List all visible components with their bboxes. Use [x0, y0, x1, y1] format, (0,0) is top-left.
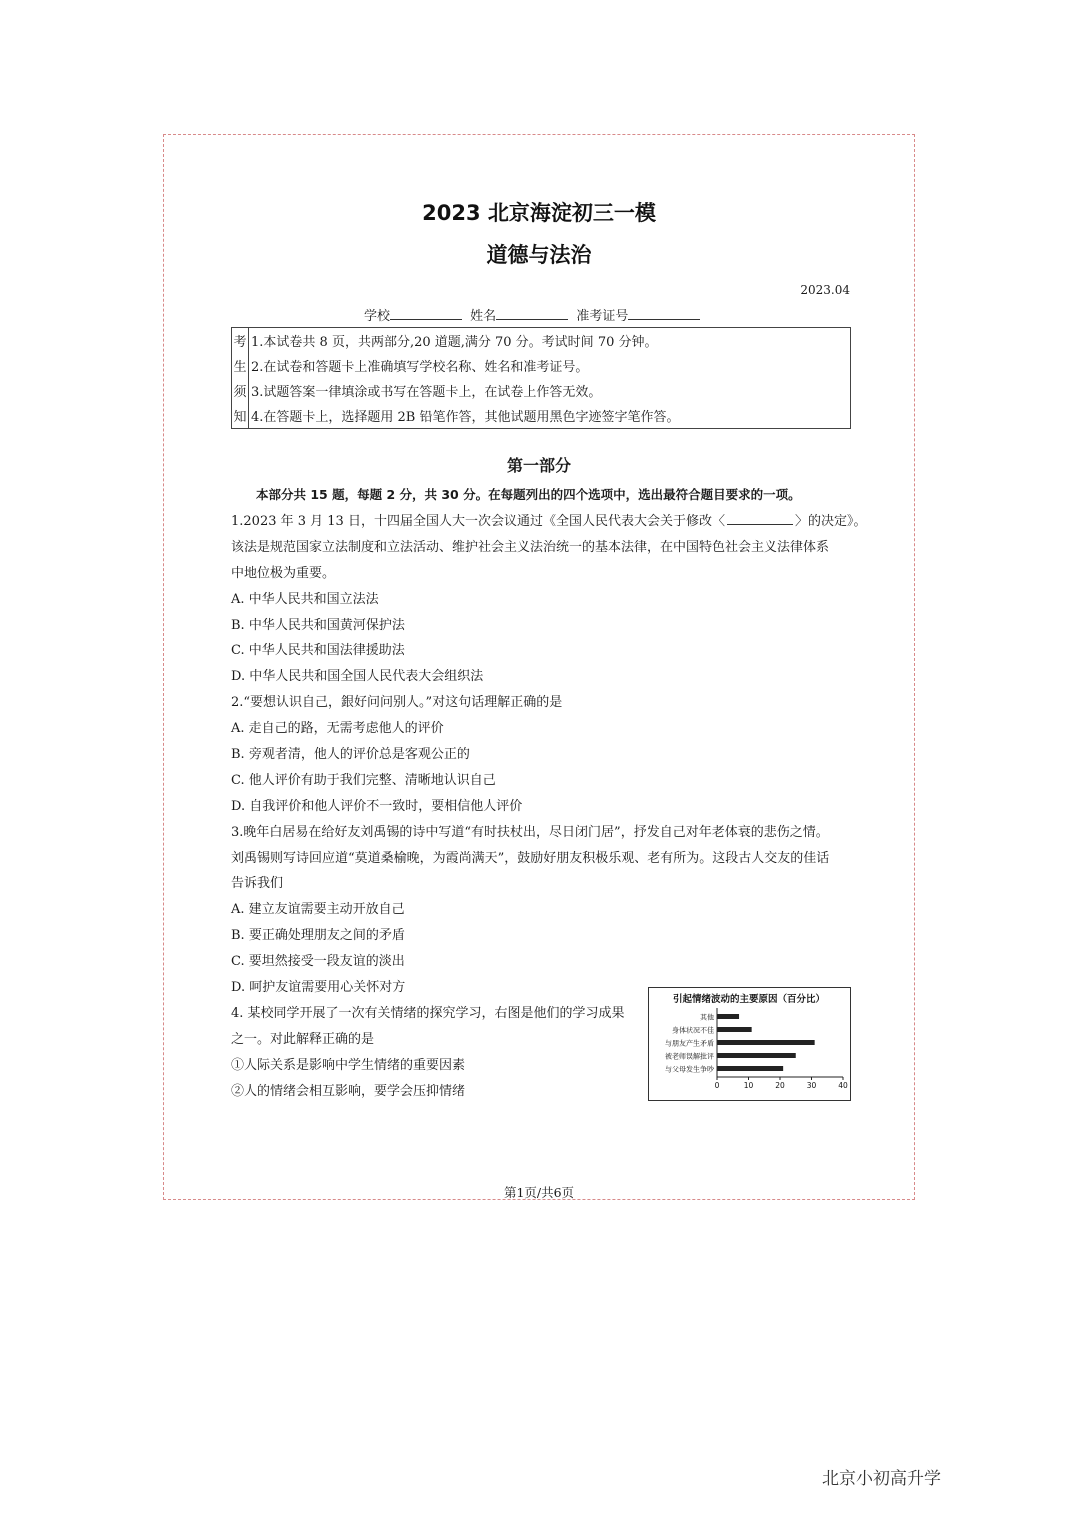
x-tick-label: 20	[775, 1081, 785, 1090]
q2-option-d[interactable]: D. 自我评价和他人评价不一致时，要相信他人评价	[231, 798, 523, 814]
bar	[717, 1027, 752, 1032]
school-label: 学校	[364, 309, 391, 324]
exam-title: 2023 北京海淀初三一模	[422, 201, 656, 225]
q4-statement-1[interactable]: ①人际关系是影响中学生情绪的重要因素	[231, 1057, 466, 1073]
q3-option-a[interactable]: A. 建立友谊需要主动开放自己	[231, 902, 405, 918]
x-tick-label: 30	[806, 1081, 817, 1090]
name-blank[interactable]	[496, 307, 568, 320]
q1-blank[interactable]	[727, 512, 793, 525]
q2-option-c[interactable]: C. 他人评价有助于我们完整、清晰地认识自己	[231, 772, 496, 788]
question-4-stem: 4. 某校同学开展了一次有关情绪的探究学习，右图是他们的学习成果	[231, 1005, 625, 1021]
q1-option-a[interactable]: A. 中华人民共和国立法法	[231, 591, 379, 607]
question-1-stem	[231, 509, 867, 535]
x-tick-label: 0	[714, 1081, 720, 1090]
section-intro: 本部分共 15 题，每题 2 分，共 30 分。在每题列出的四个选项中，选出最符合题目要求的一项。	[256, 487, 801, 502]
category-label: 身体状况不佳	[672, 1026, 714, 1035]
exam-subject: 道德与法治	[486, 243, 592, 267]
q3-option-c[interactable]: C. 要坦然接受一段友谊的淡出	[231, 954, 405, 970]
school-blank[interactable]	[390, 307, 462, 320]
category-label: 与父母发生争吵	[665, 1065, 714, 1074]
notice-side-char: 须	[232, 378, 249, 403]
bar	[717, 1014, 739, 1019]
q3-option-d[interactable]: D. 呵护友谊需要用心关怀对方	[231, 980, 406, 996]
question-3-stem: 3.晚年白居易在给好友刘禹锡的诗中写道“有时扶杖出，尽日闭门居”，抒发自己对年老体衰的悲伤之情。	[231, 824, 829, 840]
x-tick-label: 40	[838, 1081, 848, 1090]
page-number: 第1页/共6页	[503, 1185, 575, 1200]
notice-item: 1.本试卷共 8 页，共两部分,20 道题,满分 70 分。考试时间 70 分钟。	[251, 335, 658, 350]
category-label: 与朋友产生矛盾	[665, 1039, 714, 1048]
notice-side-char: 生	[232, 353, 249, 378]
chart-svg	[649, 988, 850, 1100]
question-4-line: 之一。对此解释正确的是	[231, 1031, 375, 1047]
bar	[717, 1053, 796, 1058]
exam-number-blank[interactable]	[628, 307, 700, 320]
q1-text-b: 〉的决定》。	[794, 514, 867, 529]
section-title: 第一部分	[506, 456, 571, 475]
q2-option-a[interactable]: A. 走自己的路，无需考虑他人的评价	[231, 721, 444, 737]
notice-box	[231, 327, 851, 429]
q1-option-d[interactable]: D. 中华人民共和国全国人民代表大会组织法	[231, 669, 484, 685]
exam-number-label: 准考证号	[576, 309, 629, 324]
q3-option-b[interactable]: B. 要正确处理朋友之间的矛盾	[231, 928, 405, 944]
emotion-causes-chart	[648, 987, 851, 1101]
q4-statement-2[interactable]: ②人的情绪会相互影响，要学会压抑情绪	[231, 1083, 466, 1099]
question-1-line: 中地位极为重要。	[231, 565, 336, 581]
x-tick-label: 10	[743, 1081, 754, 1090]
question-1-line: 该法是规范国家立法制度和立法活动、维护社会主义法治统一的基本法律，在中国特色社会主义法律体系	[231, 539, 830, 555]
bar	[717, 1040, 815, 1045]
q2-option-b[interactable]: B. 旁观者清，他人的评价总是客观公正的	[231, 747, 470, 763]
question-3-line: 刘禹锡则写诗回应道“莫道桑榆晚，为霞尚满天”，鼓励好朋友积极乐观、老有所为。这段古人交友的佳话	[231, 850, 830, 866]
chart-title: 引起情绪波动的主要原因（百分比）	[672, 994, 826, 1005]
q1-option-b[interactable]: B. 中华人民共和国黄河保护法	[231, 617, 405, 633]
notice-item: 4.在答题卡上，选择题用 2B 铅笔作答，其他试题用黑色字迹签字笔作答。	[251, 410, 680, 425]
exam-page	[163, 134, 915, 1200]
question-2-stem: 2.“要想认识自己，銀好问问别人。”对这句话理解正确的是	[231, 695, 563, 711]
category-label: 其他	[700, 1013, 714, 1022]
exam-date: 2023.04	[800, 283, 850, 297]
q1-option-c[interactable]: C. 中华人民共和国法律援助法	[231, 643, 405, 659]
q1-text-a: 1.2023 年 3 月 13 日，十四届全国人大一次会议通过《全国人民代表大会关于修改〈	[231, 514, 725, 529]
question-3-line: 告诉我们	[231, 876, 284, 892]
name-label: 姓名	[470, 309, 497, 324]
notice-side-char: 知	[232, 403, 249, 429]
notice-item: 3.试题答案一律填涂或书写在答题卡上，在试卷上作答无效。	[251, 385, 602, 400]
notice-item: 2.在试卷和答题卡上准确填写学校名称、姓名和准考证号。	[251, 360, 589, 375]
student-info-fields	[364, 305, 704, 324]
category-label: 被老师误解批评	[665, 1052, 714, 1061]
bar	[717, 1066, 783, 1071]
watermark: 北京小初高升学	[822, 1469, 941, 1489]
notice-side-char: 考	[232, 328, 249, 354]
